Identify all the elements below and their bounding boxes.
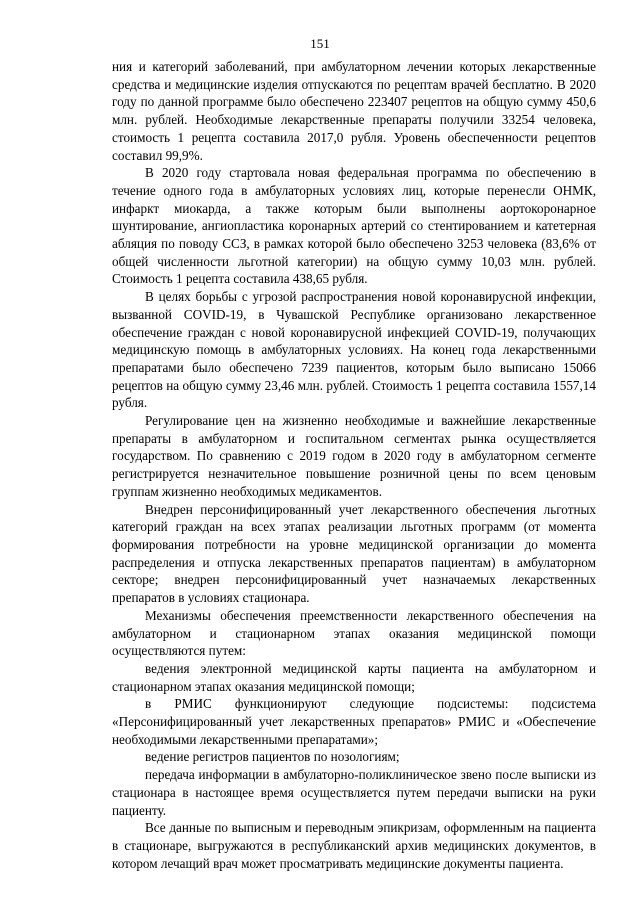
list-item-patient-registers: ведение регистров пациентов по нозологиям;: [145, 749, 400, 765]
paragraph-epicrisis-archive: Все данные по выписным и переводным эпикризам, оформленным на пациента в стационаре, выгружаются в республиканский архив медицинских документов, в котором лечащий врач может просматривать медицинские документы пациента.: [112, 820, 596, 871]
paragraph-federal-program: В 2020 году стартовала новая федеральная программа по обеспечению в течение одного года в амбулаторных условиях лиц, которые перенесли ОНМК, инфаркт миокарда, а также которым были выполнены аортокоронарное шунтирование, ангиопластика коронарных артерий со стентированием и катетерная абляция по поводу ССЗ, в рамках которой было обеспечено 3253 человека (83,6% от общей численности льготной категории) на общую сумму 10,03 млн. рублей. Стоимость 1 рецепта составила 438,65 рубля.: [112, 165, 596, 287]
list-item-discharge-transfer: передача информации в амбулаторно-поликлиническое звено после выписки из стационара в настоящее время осуществляется путем передачи выписки на руки пациенту.: [112, 767, 596, 818]
paragraph-prescriptions-continued: ния и категорий заболеваний, при амбулаторном лечении которых лекарственные средства и медицинские изделия отпускаются по рецептам врачей бесплатно. В 2020 году по данной программе было обеспечено 223407 рецептов на общую сумму 450,6 млн. рублей. Необходимые лекарственные препараты получили 33254 человека, стоимость 1 рецепта составила 2017,0 рубля. Уровень обеспеченности рецептов составил 99,9%.: [112, 59, 596, 163]
paragraph-covid-supply: В целях борьбы с угрозой распространения новой коронавирусной инфекции, вызванной COVID-19, в Чувашской Республике организовано лекарственное обеспечение граждан с новой коронавирусной инфекцией COVID-19, получающих медицинскую помощь в амбулаторных условиях. На конец года лекарственными препаратами было обеспечено 7239 пациентов, которым было выписано 15066 рецептов на общую сумму 23,46 млн. рублей. Стоимость 1 рецепта составила 1557,14 рубля.: [112, 289, 596, 411]
document-body: [112, 58, 596, 872]
paragraph-personalized-accounting: Внедрен персонифицированный учет лекарственного обеспечения льготных категорий граждан на всех этапах реализации льготных программ (от момента формирования потребности на уровне медицинской организации до момента распределения и отпуска лекарственных препаратов пациентам) в амбулаторном секторе; внедрен персонифицированный учет назначаемых лекарственных препаратов в условиях стационара.: [112, 501, 596, 606]
page-number: 151: [310, 36, 330, 51]
list-item-rmis-subsystems: в РМИС функционируют следующие подсистемы: подсистема «Персонифицированный учет лекарственных препаратов» РМИС и «Обеспечение необходимыми лекарственными препаратами»;: [112, 696, 596, 747]
paragraph-price-regulation: Регулирование цен на жизненно необходимые и важнейшие лекарственные препараты в амбулаторном и госпитальном сегментах рынка осуществляется государством. По сравнению с 2019 годом в 2020 году в амбулаторном сегменте регистрируется незначительное повышение розничной цены по всем ценовым группам жизненно необходимых медикаментов.: [112, 413, 596, 499]
paragraph-continuity-mechanisms: Механизмы обеспечения преемственности лекарственного обеспечения на амбулаторном и стационарном этапах оказания медицинской помощи осуществляются путем:: [112, 607, 596, 659]
list-item-electronic-record: ведения электронной медицинской карты пациента на амбулаторном и стационарном этапах оказания медицинской помощи;: [112, 660, 596, 694]
